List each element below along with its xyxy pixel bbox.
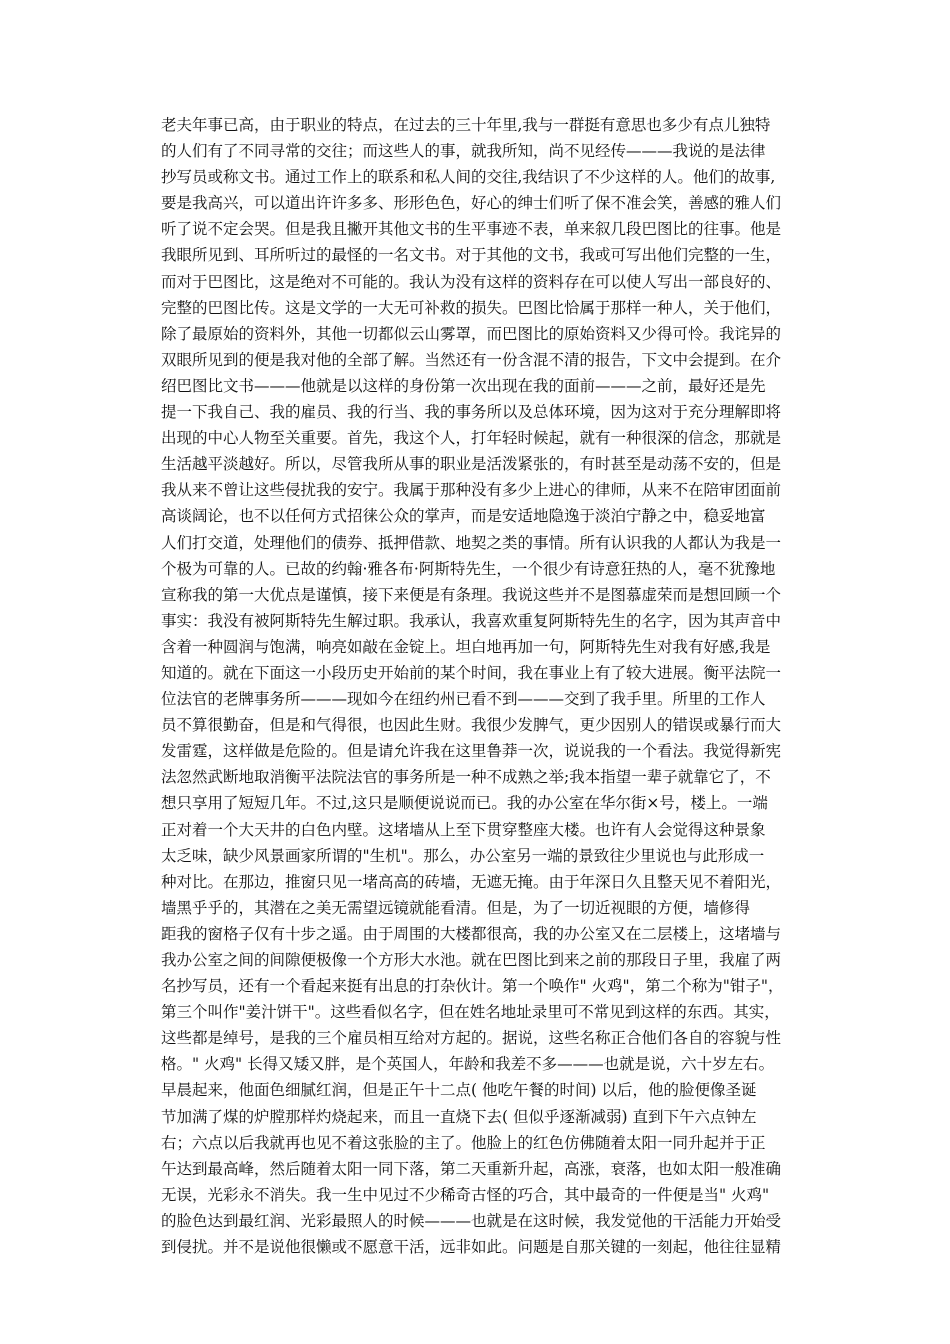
text-line: 发雷霆，这样做是危险的。但是请允许我在这里鲁莽一次，说说我的一个看法。我觉得新宪	[161, 742, 782, 761]
text-line: 双眼所见到的便是我对他的全部了解。当然还有一份含混不清的报告，下文中会提到。在介	[161, 350, 782, 369]
text-line: 种对比。在那边，推窗只见一堵高高的砖墙，无遮无掩。由于年深日久且整天见不着阳光，	[161, 872, 782, 891]
text-line: 我办公室之间的间隙便极像一个方形大水池。就在巴图比到来之前的那段日子里，我雇了两	[161, 951, 782, 969]
text-line: 员不算很勤奋，但是和气得很，也因此生财。我很少发脾气，更少因别人的错误或暴行而大	[161, 716, 782, 735]
text-line: 想只享用了短短几年。不过,这只是顺便说说而已。我的办公室在华尔街×号，楼上。一端	[161, 794, 768, 813]
text-line: 而对于巴图比，这是绝对不可能的。我认为没有这样的资料存在可以使人写出一部良好的、	[161, 272, 782, 291]
text-line: 宣称我的第一大优点是谨慎，接下来便是有条理。我说这些并不是图慕虚荣而是想回顾一个	[161, 585, 782, 604]
text-line: 的人们有了不同寻常的交往；而这些人的事，就我所知，尚不见经传———我说的是法律	[161, 142, 766, 161]
text-line: 含着一种圆润与饱满，响亮如敲在金锭上。坦白地再加一句，阿斯特先生对我有好感,我是	[161, 637, 771, 656]
text-line: 事实：我没有被阿斯特先生解过职。我承认，我喜欢重复阿斯特先生的名字，因为其声音中	[161, 611, 782, 630]
text-line: 完整的巴图比传。这是文学的一大无可补救的损失。巴图比恰属于那样一种人，关于他们，	[161, 298, 782, 317]
text-line: 老夫年事已高，由于职业的特点，在过去的三十年里,我与一群挺有意思也多少有点儿独特	[161, 116, 771, 134]
text-line: 墙黑乎乎的，其潜在之美无需望远镜就能看清。但是，为了一切近视眼的方便，墙修得	[161, 898, 751, 917]
body-text	[161, 112, 801, 1260]
text-line: 个极为可靠的人。已故的约翰·雅各布·阿斯特先生，一个很少有诗意狂热的人，毫不犹豫地	[161, 559, 776, 578]
text-line: 到侵扰。并不是说他很懒或不愿意干活，远非如此。问题是自那关键的一刻起，他往往显精	[161, 1238, 782, 1257]
text-line: 高谈阔论，也不以任何方式招徕公众的掌声，而是安适地隐逸于淡泊宁静之中，稳妥地富	[161, 507, 766, 526]
text-line: 距我的窗格子仅有十步之遥。由于周围的大楼都很高，我的办公室又在二层楼上，这堵墙与	[161, 924, 782, 943]
text-line: 午达到最高峰，然后随着太阳一同下落，第二天重新升起，高涨，衰落，也如太阳一般准确	[161, 1159, 782, 1178]
text-line: 法忽然武断地取消衡平法院法官的事务所是一种不成熟之举;我本指望一辈子就靠它了，不	[161, 768, 771, 787]
text-line: 的脸色达到最红润、光彩最照人的时候———也就是在这时候，我发觉他的干活能力开始受	[161, 1211, 782, 1230]
text-line: 节加满了煤的炉膛那样灼烧起来，而且一直烧下去( 但似乎逐渐减弱) 直到下午六点钟左	[161, 1107, 757, 1126]
text-line: 我从来不曾让这些侵扰我的安宁。我属于那种没有多少上进心的律师，从来不在陪审团面前	[161, 481, 782, 500]
text-line: 名抄写员，还有一个看起来挺有出息的打杂伙计。第一个唤作" 火鸡"，第二个称为"钳子"，	[161, 977, 784, 996]
text-line: 第三个叫作"姜汁饼干"。这些看似名字，但在姓名地址录里可不常见到这样的东西。其实，	[161, 1003, 780, 1022]
text-line: 生活越平淡越好。所以，尽管我所从事的职业是活泼紧张的，有时甚至是动荡不安的，但是	[161, 455, 782, 474]
text-line: 提一下我自己、我的雇员、我的行当、我的事务所以及总体环境，因为这对于充分理解即将	[161, 403, 782, 422]
text-line: 除了最原始的资料外，其他一切都似云山雾罩，而巴图比的原始资料又少得可怜。我诧异的	[161, 324, 782, 343]
text-line: 无误，光彩永不消失。我一生中见过不少稀奇古怪的巧合，其中最奇的一件便是当" 火鸡"	[161, 1185, 770, 1204]
text-line: 出现的中心人物至关重要。首先，我这个人，打年轻时候起，就有一种很深的信念，那就是	[161, 429, 782, 448]
text-line: 要是我高兴，可以道出许许多多、形形色色，好心的绅士们听了保不准会笑，善感的雅人们	[161, 194, 782, 213]
text-line: 正对着一个大天井的白色内壁。这堵墙从上至下贯穿整座大楼。也许有人会觉得这种景象	[161, 820, 766, 839]
text-line: 位法官的老牌事务所———现如今在纽约州已看不到———交到了我手里。所里的工作人	[161, 690, 766, 709]
text-line: 人们打交道，处理他们的债券、抵押借款、地契之类的事情。所有认识我的人都认为我是一	[161, 533, 782, 552]
text-line: 太乏味，缺少风景画家所谓的"生机"。那么，办公室另一端的景致往少里说也与此形成一	[161, 846, 765, 865]
text-line: 听了说不定会哭。但是我且撇开其他文书的生平事迹不表，单来叙几段巴图比的往事。他是	[161, 220, 782, 239]
text-line: 绍巴图比文书———他就是以这样的身份第一次出现在我的面前———之前，最好还是先	[161, 376, 766, 395]
text-line: 我眼所见到、耳所听过的最怪的一名文书。对于其他的文书，我或可写出他们完整的一生，	[161, 246, 782, 265]
text-line: 早晨起来，他面色细腻红润，但是正午十二点( 他吃午餐的时间) 以后，他的脸便像圣诞	[161, 1081, 757, 1100]
text-line: 这些都是绰号，是我的三个雇员相互给对方起的。据说，这些名称正合他们各自的容貌与性	[161, 1029, 782, 1048]
text-line: 格。" 火鸡" 长得又矮又胖，是个英国人，年龄和我差不多———也就是说，六十岁左右。	[161, 1055, 775, 1074]
text-line: 右；六点以后我就再也见不着这张脸的主了。他脸上的红色仿佛随着太阳一同升起并于正	[161, 1133, 766, 1152]
text-line: 知道的。就在下面这一小段历史开始前的某个时间，我在事业上有了较大进展。衡平法院一	[161, 663, 782, 682]
text-line: 抄写员或称文书。通过工作上的联系和私人间的交往,我结识了不少这样的人。他们的故事,	[161, 168, 776, 187]
